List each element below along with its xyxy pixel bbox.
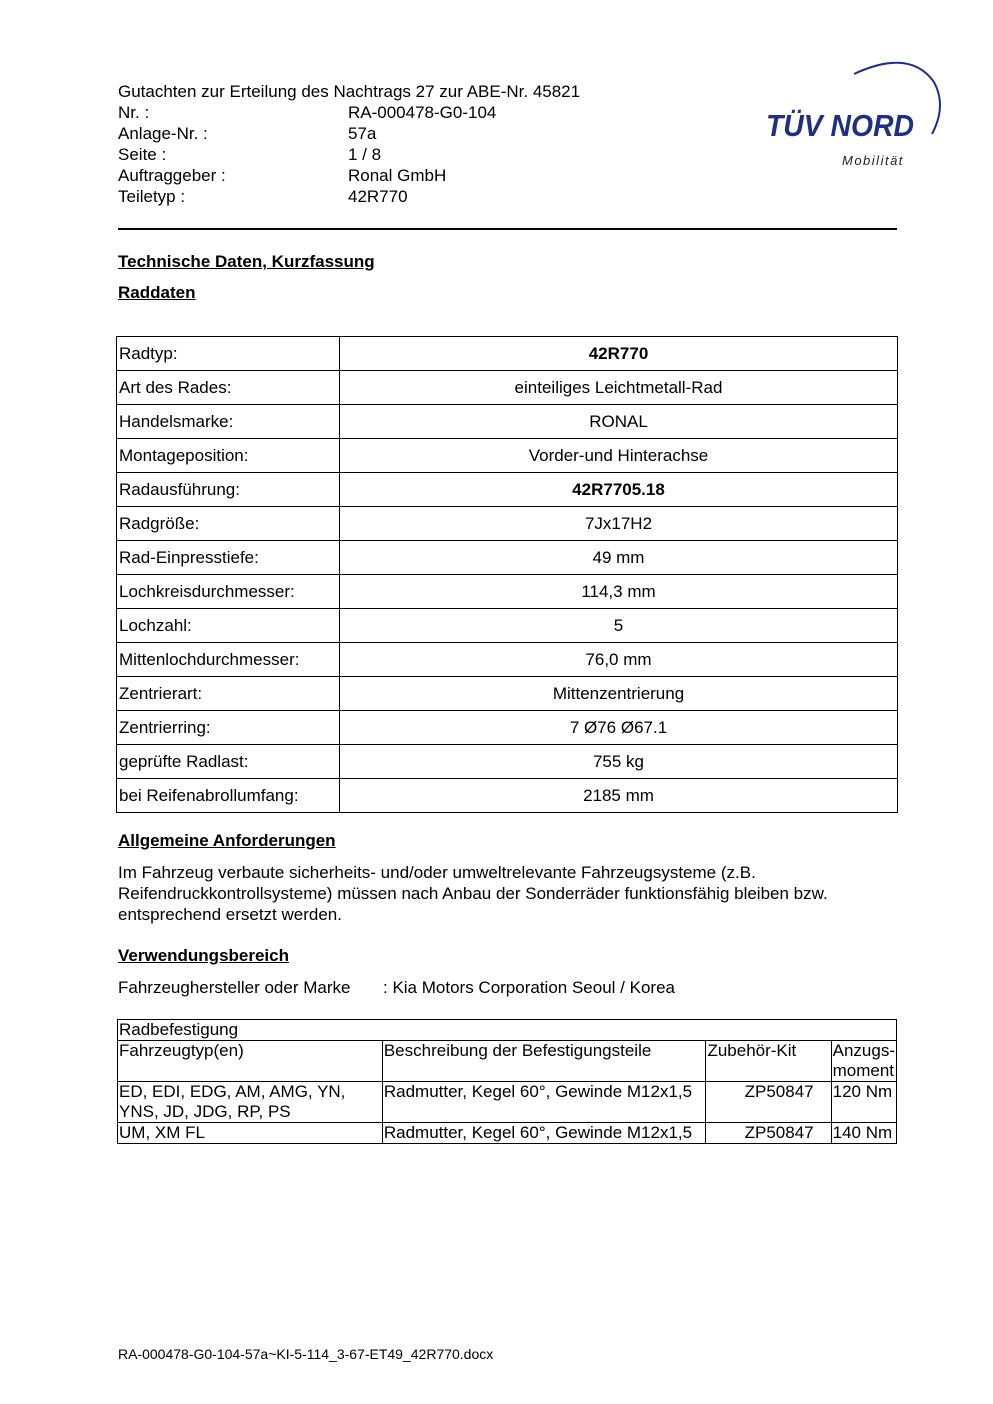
wheel-data-label: Handelsmarke: [117,405,340,439]
wheel-data-label: Rad-Einpresstiefe: [117,541,340,575]
wheel-data-row [117,439,898,473]
wheel-data-label: Art des Rades: [117,371,340,405]
fixing-header-vehicle-types: Fahrzeugtyp(en) [118,1041,383,1082]
header-label: Auftraggeber : [118,166,226,185]
manufacturer-value: : Kia Motors Corporation Seoul / Korea [383,978,675,997]
requirements-text: Im Fahrzeug verbaute sicherheits- und/oder umweltrelevante Fahrzeugsysteme (z.B. Reifendruckkontrollsysteme) müssen nach Anbau der Sonderräder funktionsfähig bleiben bzw. entsprechend ersetzt werden. [118,863,828,924]
fixing-vehicle-types: UM, XM FL [118,1123,383,1144]
fixing-description: Radmutter, Kegel 60°, Gewinde M12x1,5 [382,1082,706,1123]
wheel-data-table [116,336,898,813]
wheel-data-label: Radgröße: [117,507,340,541]
header-divider [118,228,897,230]
wheel-data-value: Mittenzentrierung [340,677,898,711]
wheel-data-value: 42R7705.18 [340,473,898,507]
wheel-data-value: 5 [340,609,898,643]
fixing-header-kit: Zubehör-Kit [706,1041,831,1082]
wheel-data-label: Lochkreisdurchmesser: [117,575,340,609]
wheel-data-row [117,643,898,677]
header-value: 42R770 [348,187,408,206]
wheel-data-label: Radtyp: [117,337,340,371]
wheel-data-value: 114,3 mm [340,575,898,609]
wheel-data-row [117,405,898,439]
section-heading-technical: Technische Daten, Kurzfassung [118,252,375,271]
wheel-data-value: 76,0 mm [340,643,898,677]
header-row [118,165,496,186]
wheel-data-row [117,473,898,507]
fixing-table-title: Radbefestigung [118,1020,897,1041]
fixing-kit: ZP50847 [706,1082,831,1123]
header-row [118,144,496,165]
fixing-torque: 120 Nm [831,1082,896,1123]
fixing-vehicle-types: ED, EDI, EDG, AM, AMG, YN, YNS, JD, JDG, RP, PS [118,1082,383,1123]
header-value: 1 / 8 [348,145,382,164]
wheel-data-label: Zentrierart: [117,677,340,711]
wheel-data-row [117,711,898,745]
header-label: Anlage-Nr. : [118,124,208,143]
wheel-data-value: RONAL [340,405,898,439]
document-title: Gutachten zur Erteilung des Nachtrags 27 zur ABE-Nr. 45821 [118,82,581,101]
manufacturer-line [118,978,675,998]
wheel-data-label: Lochzahl: [117,609,340,643]
wheel-data-value: 49 mm [340,541,898,575]
section-heading-requirements: Allgemeine Anforderungen [118,831,336,850]
header-info [118,102,496,207]
wheel-data-row [117,337,898,371]
wheel-data-row [117,371,898,405]
logo-subtitle: Mobilität [842,153,904,168]
wheel-data-value: 42R770 [340,337,898,371]
wheel-data-row [117,541,898,575]
wheel-data-label: Radausführung: [117,473,340,507]
fixing-torque: 140 Nm [831,1123,896,1144]
header-value: 57a [348,124,377,143]
header-value: Ronal GmbH [348,166,447,185]
wheel-data-label: bei Reifenabrollumfang: [117,779,340,813]
wheel-data-row [117,779,898,813]
section-heading-usage: Verwendungsbereich [118,946,289,965]
wheel-data-row [117,575,898,609]
fixing-table-title-row [118,1020,897,1041]
header-row [118,186,496,207]
wheel-data-value: einteiliges Leichtmetall-Rad [340,371,898,405]
header-row [118,102,496,123]
section-heading-wheel-data: Raddaten [118,283,196,302]
header-row [118,123,496,144]
wheel-data-label: Mittenlochdurchmesser: [117,643,340,677]
wheel-data-row [117,745,898,779]
logo-wordmark: TÜV NORD [766,108,914,143]
document-footer: RA-000478-G0-104-57a~KI-5-114_3-67-ET49_42R770.docx [118,1346,494,1362]
fixing-table-header-row [118,1041,897,1082]
fixing-table-row [118,1082,897,1123]
wheel-data-value: 7 Ø76 Ø67.1 [340,711,898,745]
fixing-header-description: Beschreibung der Befestigungsteile [382,1041,706,1082]
header-label: Seite : [118,145,167,164]
wheel-data-value: 755 kg [340,745,898,779]
fixing-header-torque: Anzugs-moment [832,1041,895,1080]
wheel-data-label: geprüfte Radlast: [117,745,340,779]
wheel-data-value: 7Jx17H2 [340,507,898,541]
wheel-fixing-table [117,1019,897,1144]
fixing-table-row [118,1123,897,1144]
wheel-data-value: 2185 mm [340,779,898,813]
header-label: Nr. : [118,103,150,122]
header-value: RA-000478-G0-104 [348,103,497,122]
wheel-data-label: Zentrierring: [117,711,340,745]
wheel-data-row [117,609,898,643]
wheel-data-label: Montageposition: [117,439,340,473]
wheel-data-row [117,677,898,711]
wheel-data-row [117,507,898,541]
fixing-description: Radmutter, Kegel 60°, Gewinde M12x1,5 [382,1123,706,1144]
header-label: Teiletyp : [118,187,186,206]
manufacturer-label: Fahrzeughersteller oder Marke [118,978,351,997]
tuv-nord-logo [762,56,942,174]
wheel-data-value: Vorder-und Hinterachse [340,439,898,473]
fixing-kit: ZP50847 [706,1123,831,1144]
